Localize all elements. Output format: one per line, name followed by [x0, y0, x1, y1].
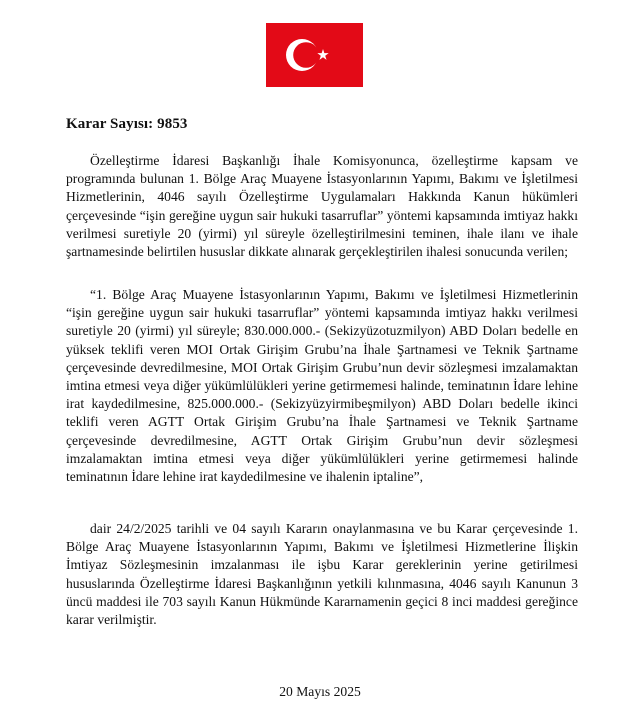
- paragraph-intro: Özelleştirme İdaresi Başkanlığı İhale Komisyonunca, özelleştirme kapsam ve programında bulunan 1. Bölge Araç Muayene İstasyonlarının Yapımı, Bakımı ve İşletilmesi Hizmetlerinin, 4046 sayılı Özelleştirme Uygulamaları Hakkında Kanun hükümleri çerçevesinde “işin gereğine uygun sair hukuki tasarruflar” yöntemi kapsamında imtiyaz hakkı verilmesi suretiyle 20 (yirmi) yıl süreyle özelleştirilmesini teminen, ihale ilanı ve ihale şartnamesinde belirtilen hususlar dikkate alınarak gerçekleştirilen ihalesi sonucunda verilen;: [66, 153, 578, 260]
- decision-number-title: Karar Sayısı: 9853: [66, 116, 188, 132]
- turkish-flag: [266, 23, 363, 87]
- document-date: 20 Mayıs 2025: [279, 684, 361, 699]
- paragraph-resolution: dair 24/2/2025 tarihli ve 04 sayılı Kararın onaylanmasına ve bu Karar çerçevesinde 1. Bölge Araç Muayene İstasyonlarının Yapımı, Bakımı ve İşletilmesi Hizmetlerine İlişkin İmtiyaz Sözleşmesinin imzalanması ile işbu Karar gereklerinin yerine getirilmesi hususlarında Özelleştirme İdaresi Başkanlığının yetkili kılınmasına, 4046 sayılı Kanunun 3 üncü maddesi ile 703 sayılı Kanun Hükmünde Kararnamenin geçici 8 inci maddesi gereğince karar verilmiştir.: [66, 521, 578, 628]
- crescent-star-emblem: [266, 23, 363, 87]
- paragraph-quoted-decision: “1. Bölge Araç Muayene İstasyonlarının Yapımı, Bakımı ve İşletilmesi Hizmetlerinin “işin gereğine uygun sair hukuki tasarruflar” yöntemi kapsamında imtiyaz hakkı verilmesi suretiyle 20 (yirmi) yıl süreyle; 830.000.000.- (Sekizyüzotuzmilyon) ABD Doları bedelle en yüksek teklifi veren MOI Ortak Girişim Grubu’na İhale Şartnamesi ve Teknik Şartname çerçevesinde devredilmesine, MOI Ortak Girişim Grubu’nun devir sözleşmesi imzalamaktan imtina etmesi veya diğer yükümlülükleri yerine getirmemesi halinde, teminatının İdare lehine irat kaydedilmesine, 825.000.000.- (Sekizyüzyirmibeşmilyon) ABD Doları bedelle ikinci teklifi veren AGTT Ortak Girişim Grubu’na İhale Şartnamesi ve Teknik Şartname çerçevesinde devredilmesine, AGTT Ortak Girişim Grubu’nun devir sözleşmesi imzalamaktan imtina etmesi veya diğer yükümlülükleri yerine getirmemesi halinde teminatının İdare lehine irat kaydedilmesine ve ihalenin iptaline”,: [66, 287, 578, 485]
